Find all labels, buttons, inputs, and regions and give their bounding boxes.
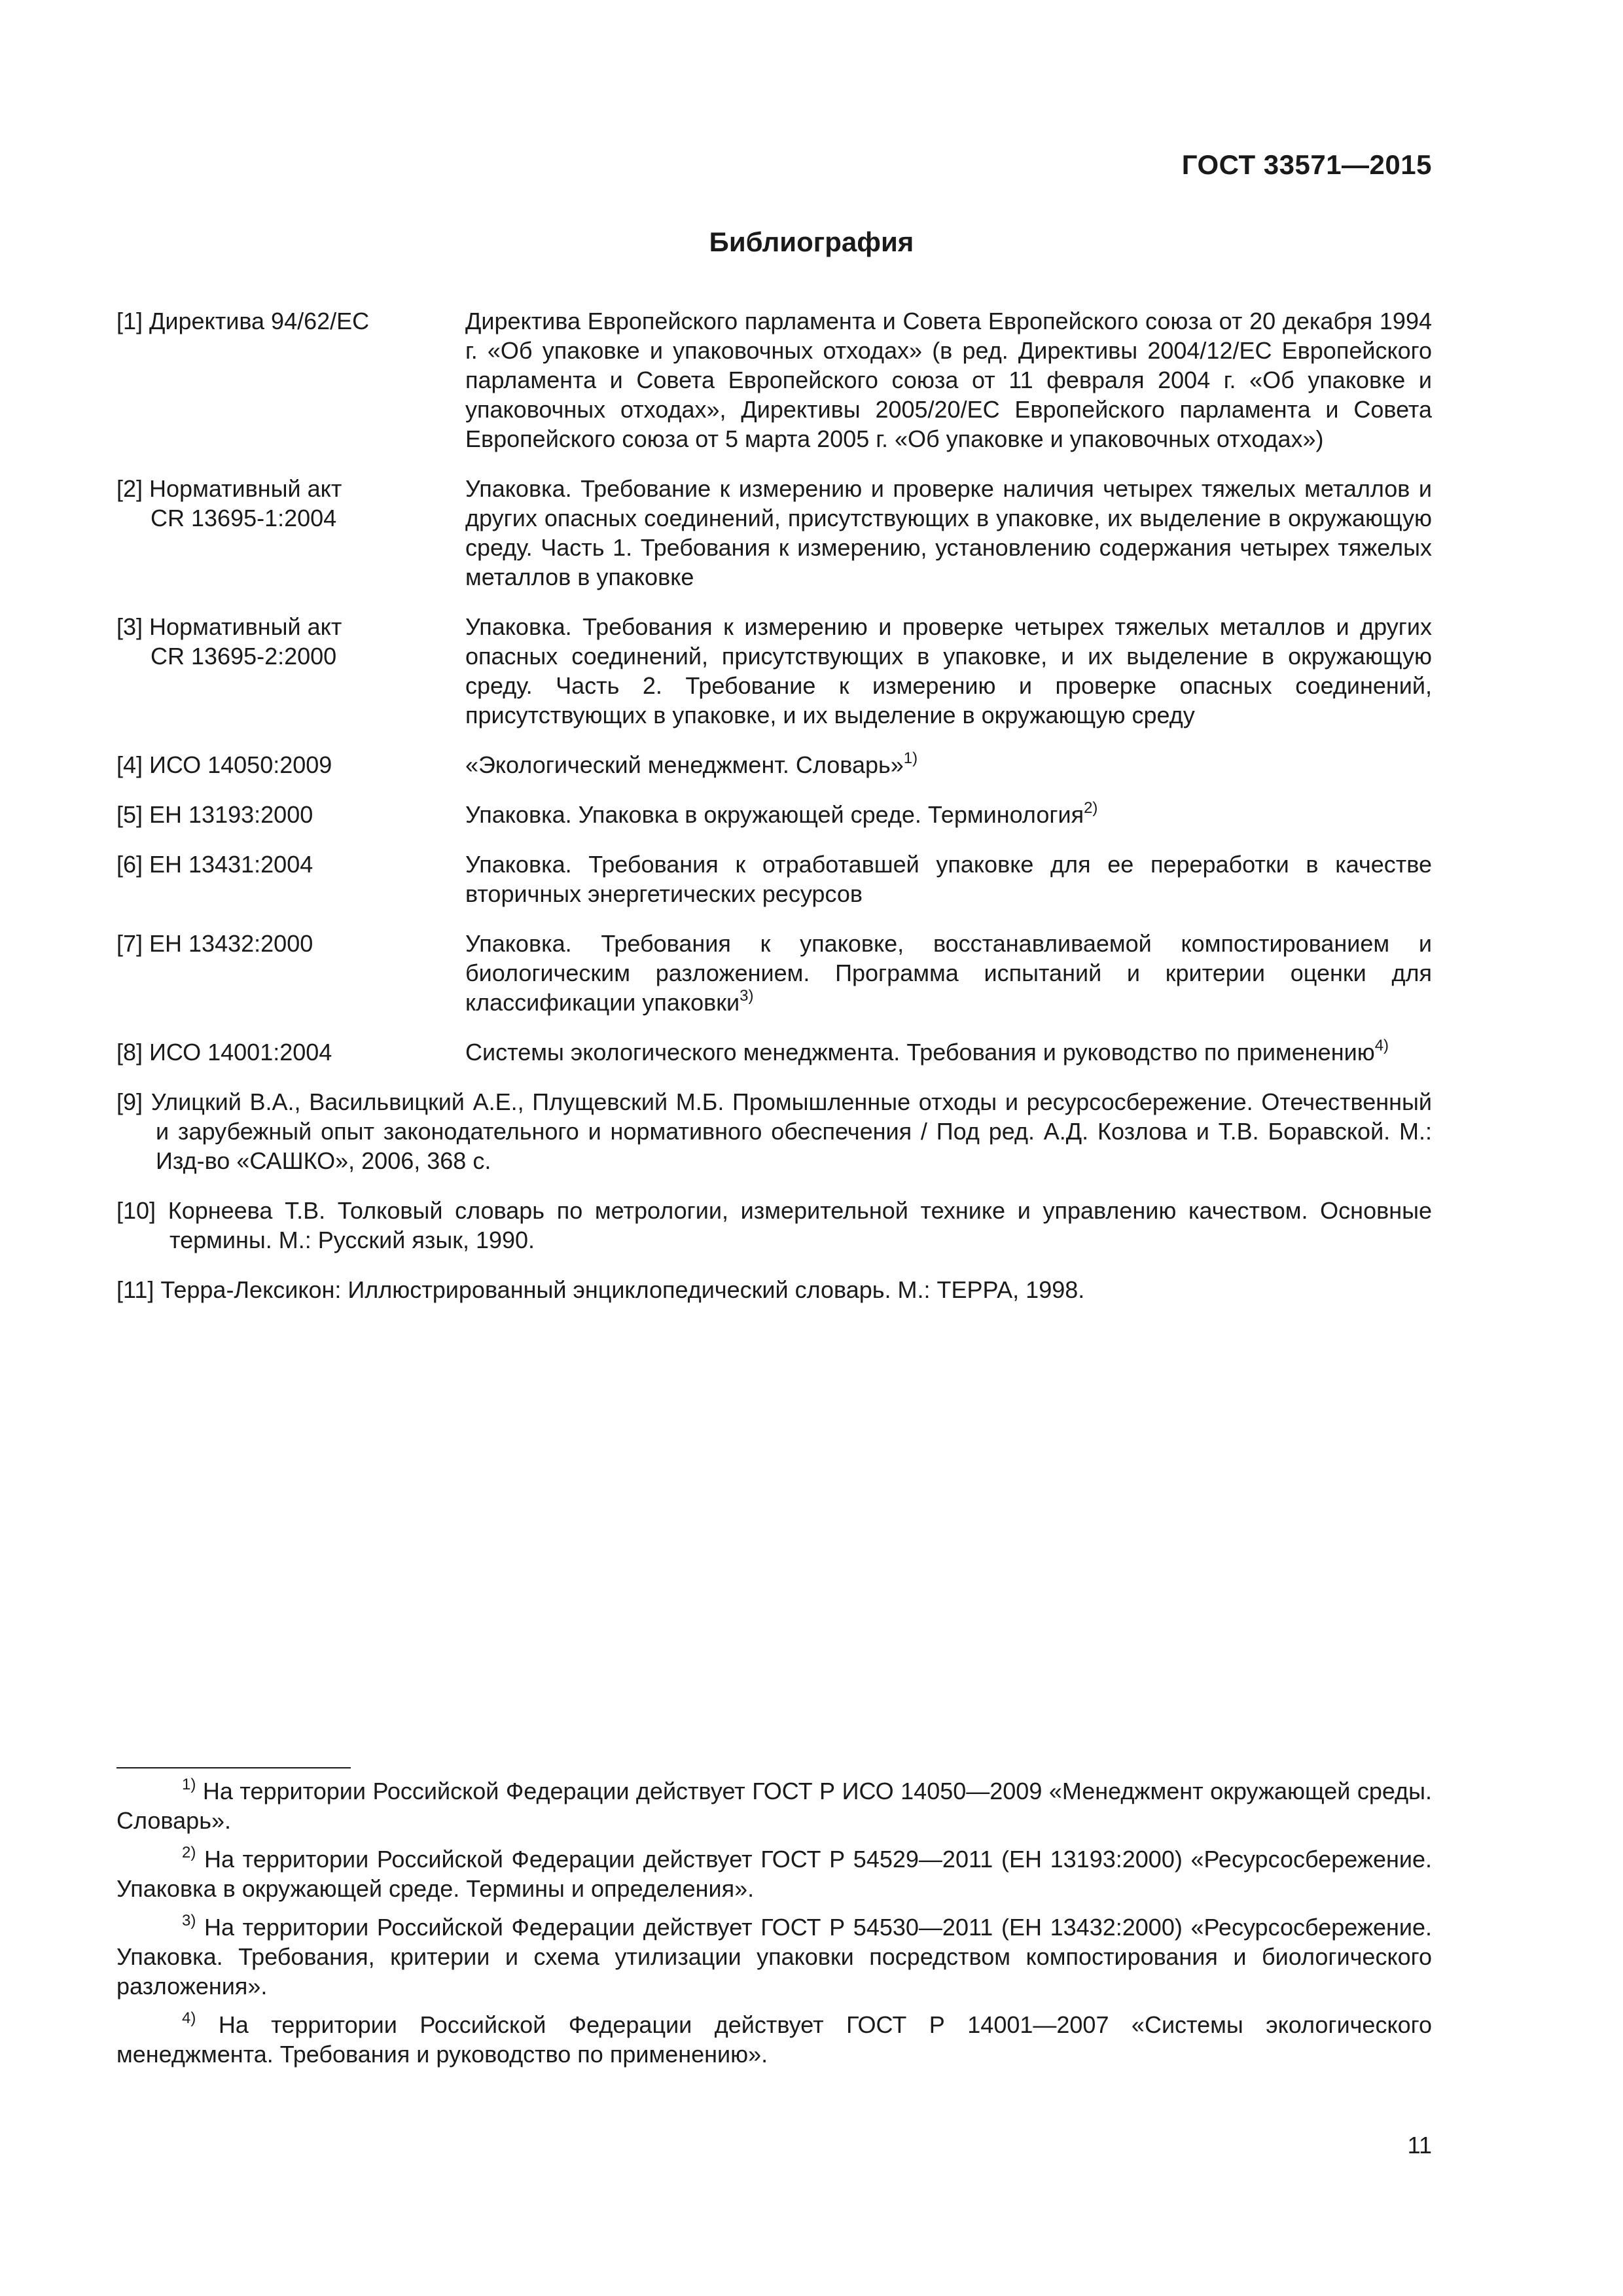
footnote-divider	[116, 1767, 351, 1768]
standard-code: ГОСТ 33571—2015	[1181, 149, 1432, 180]
entry-text	[465, 306, 1432, 454]
footnote-2	[116, 1844, 1432, 1903]
page-title: Библиография	[709, 226, 914, 257]
footnote-mark: 3)	[182, 1912, 196, 1929]
entry-title: «Экологический менеджмент. Словарь»	[465, 751, 904, 778]
bibliography-list	[116, 306, 1432, 1325]
entry-label-line1: [6] ЕН 13431:2004	[116, 851, 313, 878]
bibliography-entry-5	[116, 800, 1432, 829]
footnote-4	[116, 2010, 1432, 2069]
bibliography-entry-10	[116, 1196, 1432, 1255]
entry-text: Терра-Лексикон: Иллюстрированный энциклопедический словарь. М.: ТЕРРА, 1998.	[160, 1276, 1085, 1303]
entry-title: Директива Европейского парламента и Совета Европейского союза от 20 декабря 1994 г. «Об упаковке и упаковочных отходах» (в ред. Директивы 2004/12/ЕС Европейского парламента и Совета Европейского союза от 11 февраля 2004 г. «Об упаковке и упаковочных отходах», Директивы 2005/20/ЕС Европейского парламента и Совета Европейского союза от 5 марта 2005 г. «Об упаковке и упаковочных отходах»)	[465, 308, 1432, 452]
entry-label	[116, 306, 465, 454]
bibliography-entry-7	[116, 929, 1432, 1017]
entry-label-line2: CR 13695-1:2004	[151, 505, 337, 531]
entry-label	[116, 850, 465, 908]
entry-text	[465, 929, 1432, 1017]
bibliography-entry-9	[116, 1087, 1432, 1175]
footnote-mark: 2)	[182, 1844, 196, 1861]
entry-label-line1: [4] ИСО 14050:2009	[116, 751, 332, 778]
bibliography-entry-4	[116, 750, 1432, 780]
bibliography-entry-11	[116, 1275, 1432, 1304]
footnotes	[116, 1776, 1432, 2078]
footnote-text: На территории Российской Федерации действует ГОСТ Р 54529—2011 (ЕН 13193:2000) «Ресурсосбережение. Упаковка в окружающей среде. Термины и определения».	[116, 1846, 1432, 1902]
entry-text	[465, 750, 1432, 780]
entry-text	[465, 850, 1432, 908]
entry-label-line1: [7] ЕН 13432:2000	[116, 930, 313, 957]
entry-title: Упаковка. Требования к измерению и проверке четырех тяжелых металлов и других опасных соединений, присутствующих в упаковке, и их выделение в окружающую среду. Часть 2. Требование к измерению и проверке опасных соединений, присутствующих в упаковке, и их выделение в окружающую среду	[465, 613, 1432, 728]
bibliography-entry-8	[116, 1037, 1432, 1067]
footnote-text: На территории Российской Федерации действует ГОСТ Р 14001—2007 «Системы экологического менеджмента. Требования и руководство по применению».	[116, 2011, 1432, 2068]
entry-text: Улицкий В.А., Васильвицкий А.Е., Плущевский М.Б. Промышленные отходы и ресурсосбережение. Отечественный и зарубежный опыт законодательного и нормативного обеспечения / Под ред. А.Д. Козлова и Т.В. Боравской. М.: Изд-во «САШКО», 2006, 368 с.	[151, 1088, 1432, 1174]
bibliography-entry-2	[116, 474, 1432, 592]
page-number: 11	[1407, 2132, 1432, 2159]
entry-label-line1: [2] Нормативный акт	[116, 475, 342, 502]
entry-label	[116, 474, 465, 592]
footnote-ref: 3)	[740, 987, 754, 1005]
entry-label	[116, 612, 465, 730]
footnote-ref: 1)	[903, 749, 918, 767]
footnote-mark: 4)	[182, 2009, 196, 2027]
entry-title: Системы экологического менеджмента. Требования и руководство по применению	[465, 1039, 1375, 1066]
entry-text	[465, 474, 1432, 592]
bibliography-entry-3	[116, 612, 1432, 730]
entry-label	[116, 800, 465, 829]
footnote-3	[116, 1912, 1432, 2001]
entry-label	[116, 929, 465, 1017]
entry-title: Упаковка. Требования к отработавшей упаковке для ее переработки в качестве вторичных энергетических ресурсов	[465, 851, 1432, 907]
entry-number: [11]	[116, 1276, 154, 1303]
footnote-ref: 2)	[1084, 799, 1098, 817]
entry-title: Упаковка. Упаковка в окружающей среде. Терминология	[465, 801, 1084, 828]
entry-number: [10]	[116, 1197, 156, 1224]
entry-label-line1: [8] ИСО 14001:2004	[116, 1039, 332, 1066]
entry-number: [9]	[116, 1088, 143, 1115]
bibliography-entry-1	[116, 306, 1432, 454]
footnote-text: На территории Российской Федерации действует ГОСТ Р 54530—2011 (ЕН 13432:2000) «Ресурсосбережение. Упаковка. Требования, критерии и схема утилизации упаковки посредством компостирования и биологического разложения».	[116, 1914, 1432, 2000]
entry-text	[465, 800, 1432, 829]
entry-label-line1: [1] Директива 94/62/ЕС	[116, 308, 370, 334]
entry-label	[116, 750, 465, 780]
entry-title: Упаковка. Требования к упаковке, восстанавливаемой компостированием и биологическим разложением. Программа испытаний и критерии оценки для классификации упаковки	[465, 930, 1432, 1016]
footnote-text: На территории Российской Федерации действует ГОСТ Р ИСО 14050—2009 «Менеджмент окружающей среды. Словарь».	[116, 1778, 1432, 1834]
entry-text	[465, 1037, 1432, 1067]
footnote-1	[116, 1776, 1432, 1835]
footnote-ref: 4)	[1374, 1037, 1389, 1054]
footnote-mark: 1)	[182, 1776, 196, 1793]
entry-label-line1: [5] ЕН 13193:2000	[116, 801, 313, 828]
entry-text	[465, 612, 1432, 730]
entry-label	[116, 1037, 465, 1067]
entry-label-line1: [3] Нормативный акт	[116, 613, 342, 640]
entry-title: Упаковка. Требование к измерению и проверке наличия четырех тяжелых металлов и других опасных соединений, присутствующих в упаковке, их выделение в окружающую среду. Часть 1. Требования к измерению, установлению содержания четырех тяжелых металлов в упаковке	[465, 475, 1432, 590]
bibliography-entry-6	[116, 850, 1432, 908]
entry-label-line2: CR 13695-2:2000	[151, 643, 337, 670]
entry-text: Корнеева Т.В. Толковый словарь по метрологии, измерительной технике и управлению качеством. Основные термины. М.: Русский язык, 1990.	[168, 1197, 1432, 1253]
